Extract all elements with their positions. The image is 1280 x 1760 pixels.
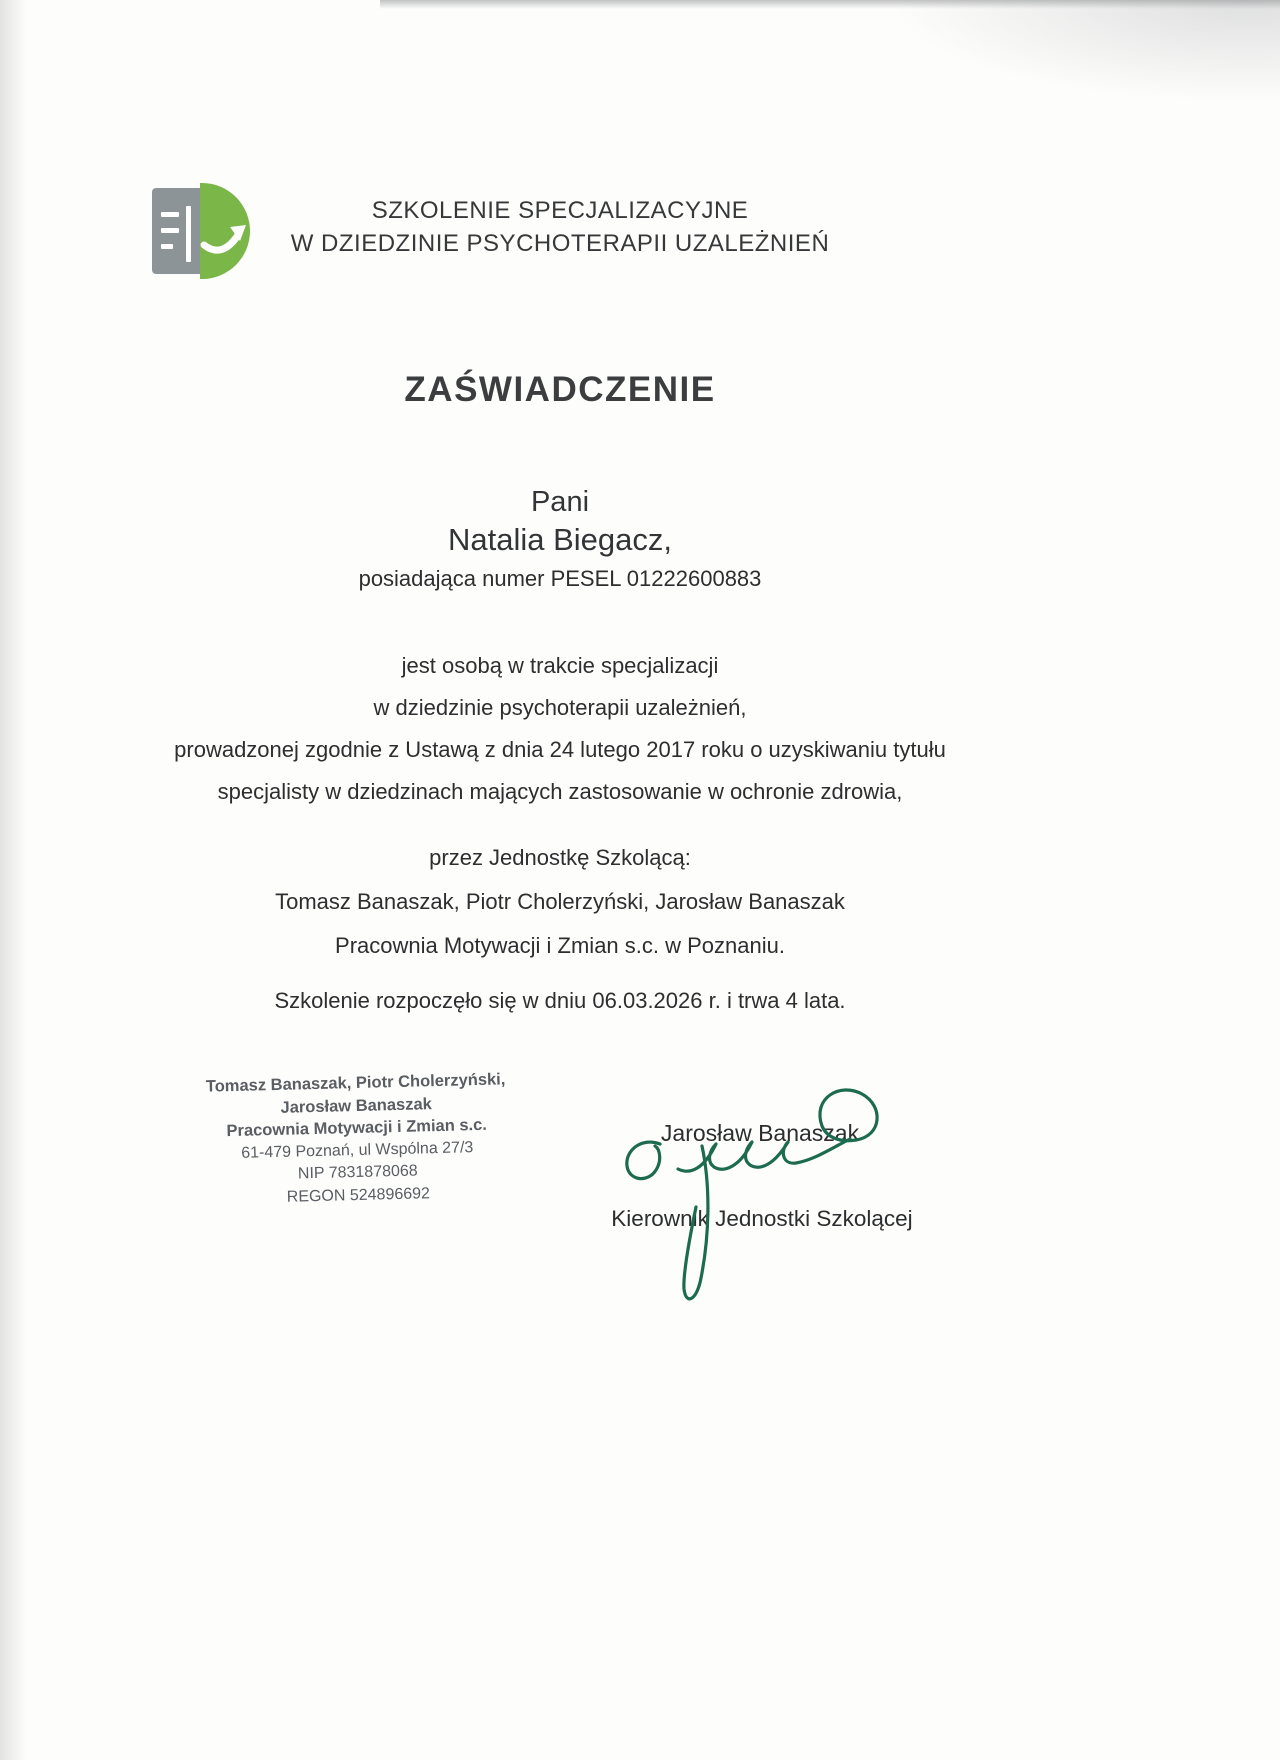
stamp-line: REGON 524896692 [286, 1184, 431, 1206]
recipient-name: Natalia Biegacz, [447, 522, 672, 557]
stamp-line: NIP 7831878068 [297, 1162, 418, 1183]
recipient-pesel-line: posiadająca numer PESEL 01222600883 [358, 566, 762, 591]
header-line-1: SZKOLENIE SPECJALIZACYJNE [371, 197, 749, 224]
stamp-line: Tomasz Banaszak, Piotr Cholerzyński, [205, 1070, 506, 1096]
training-unit-intro: przez Jednostkę Szkolącą: [429, 845, 691, 870]
body-line: prowadzonej zgodnie z Ustawą z dnia 24 lutego 2017 roku o uzyskiwaniu tytułu [174, 737, 946, 762]
company-stamp [196, 1068, 517, 1211]
document-title: ZAŚWIADCZENIE [404, 370, 716, 409]
training-unit-owners: Tomasz Banaszak, Piotr Cholerzyński, Jarosław Banaszak [275, 889, 845, 914]
training-unit-block [0, 836, 1120, 968]
signer-role: Kierownik Jednostki Szkolącej [611, 1206, 913, 1231]
header-line-2: W DZIEDZINIE PSYCHOTERAPII UZALEŻNIEŃ [290, 230, 830, 257]
recipient-salutation: Pani [530, 486, 590, 518]
signer-name: Jarosław Banaszak [660, 1120, 860, 1146]
certificate-body [0, 645, 1120, 813]
training-unit-company: Pracownia Motywacji i Zmian s.c. w Poznaniu. [335, 933, 785, 958]
body-line: specjalisty w dziedzinach mających zastosowanie w ochronie zdrowia, [217, 779, 903, 804]
body-line: w dziedzinie psychoterapii uzależnień, [373, 695, 747, 720]
stamp-line: 61-479 Poznań, ul Wspólna 27/3 [241, 1138, 474, 1162]
stamp-line: Pracownia Motywacji i Zmian s.c. [226, 1115, 488, 1141]
training-start-line: Szkolenie rozpoczęło się w dniu 06.03.2026 r. i trwa 4 lata. [274, 988, 846, 1013]
scan-artifact-top-right [860, 0, 1280, 110]
stamp-line: Jarosław Banaszak [280, 1094, 433, 1117]
body-line: jest osobą w trakcie specjalizacji [401, 653, 719, 678]
document-header [0, 194, 1120, 260]
